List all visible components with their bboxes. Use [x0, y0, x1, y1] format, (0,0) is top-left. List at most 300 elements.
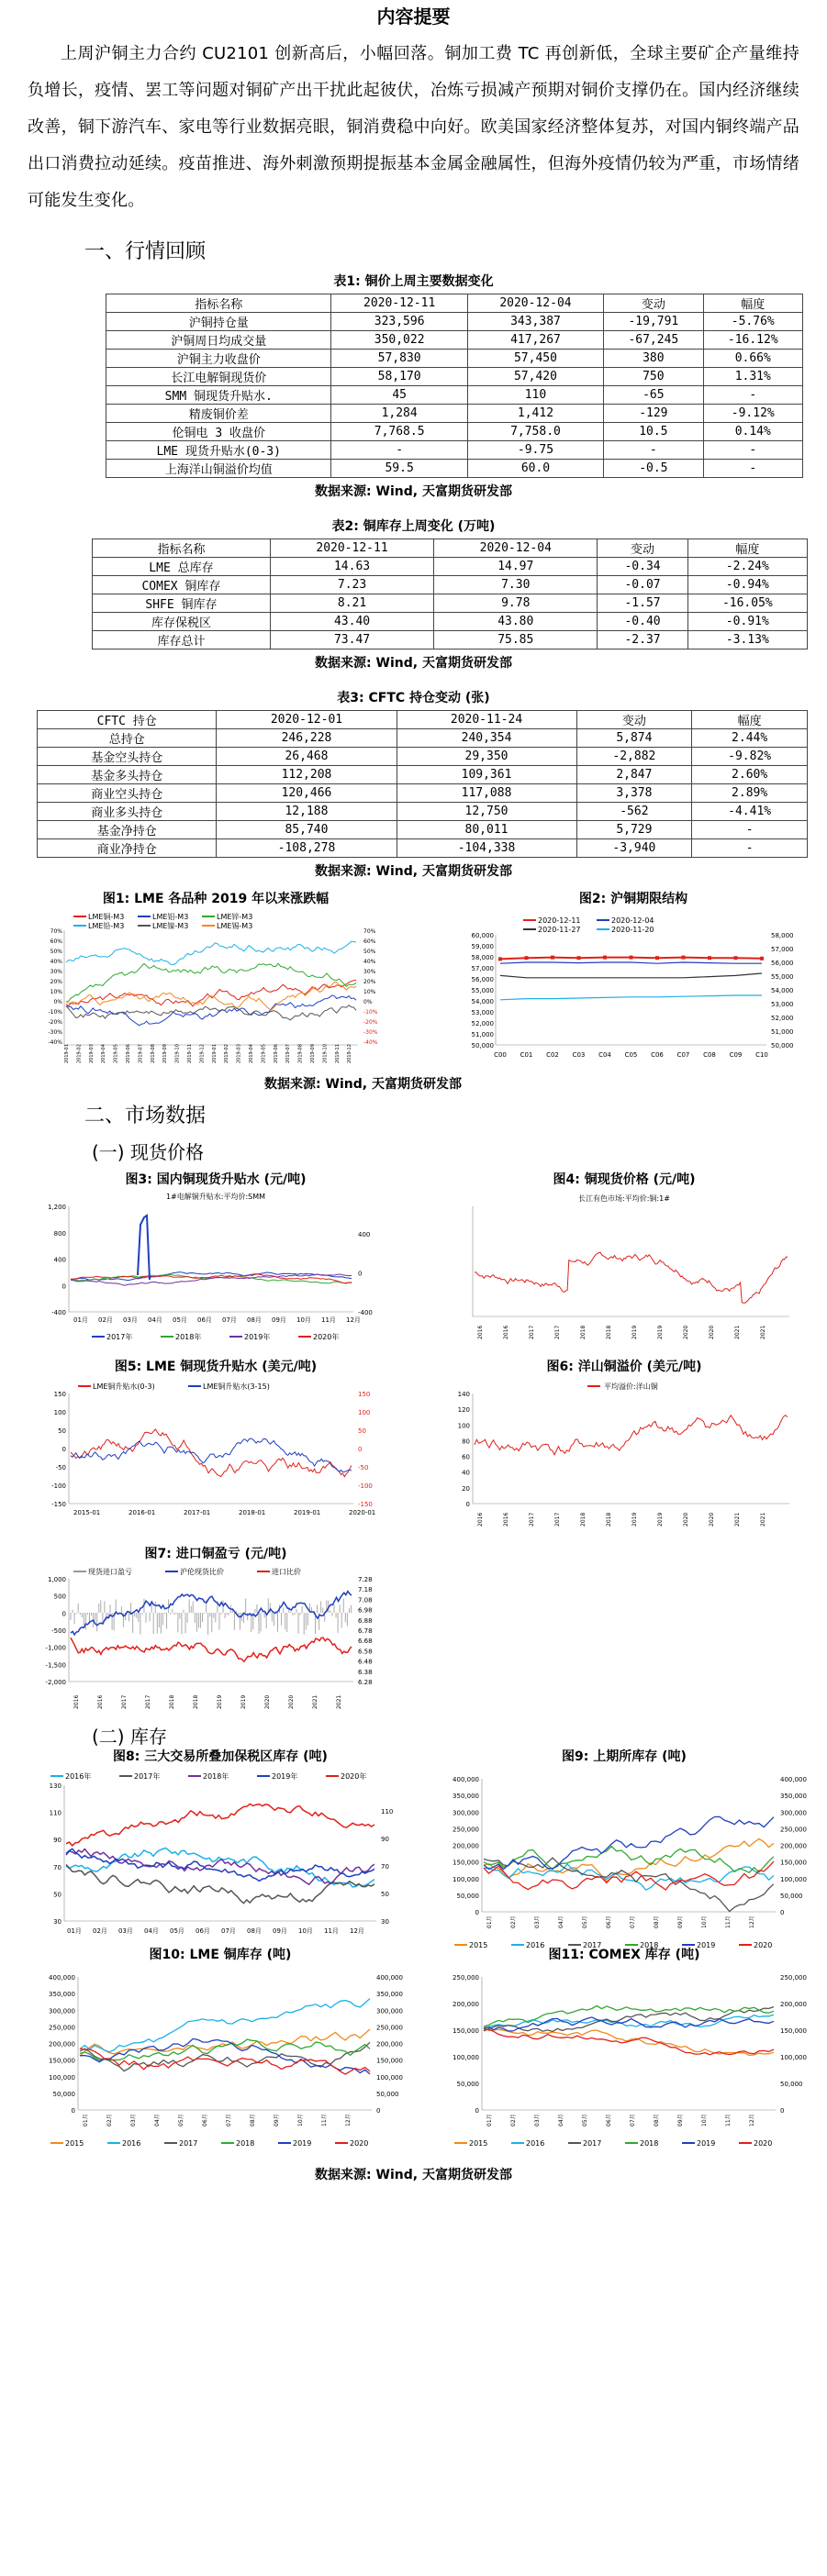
table-cell: -0.5: [604, 460, 703, 478]
y-tick-label: 6.28: [358, 1679, 373, 1686]
y-tick-label: 1,200: [47, 1204, 66, 1211]
y-tick-label: 50,000: [471, 1042, 494, 1049]
table-cell: -19,791: [604, 313, 703, 331]
y-tick-label: -400: [51, 1309, 66, 1316]
x-tick-label: 2019-07: [285, 1044, 292, 1063]
table-cell: 基金多头持仓: [38, 766, 217, 784]
table-header-cell: 2020-12-11: [270, 539, 433, 558]
legend-label: 2019年: [272, 1772, 298, 1781]
y-tick-label: 250,000: [376, 2024, 403, 2032]
y-tick-label: 20%: [50, 979, 62, 985]
y-tick-label: 500: [53, 1593, 66, 1601]
y-tick-label: 50,000: [780, 1892, 803, 1900]
y-tick-label: 150,000: [453, 2027, 479, 2035]
x-tick-label: 03月: [534, 2114, 541, 2126]
x-tick-label: 2020: [683, 1512, 689, 1527]
x-tick-label: 08月: [654, 1915, 660, 1928]
table-cell: 43.40: [270, 613, 433, 631]
y-tick-label: 0: [61, 1282, 66, 1291]
x-tick-label: 2020: [709, 1512, 715, 1527]
table-header-cell: 2020-12-04: [467, 294, 603, 313]
series-line: [484, 2017, 774, 2031]
series-line: [66, 1005, 356, 1020]
table-header-cell: 变动: [598, 539, 687, 558]
legend-label: 2020-11-27: [538, 926, 581, 934]
figure-11: [441, 1945, 808, 2169]
table-cell: 120,466: [217, 784, 397, 803]
x-tick-label: 2019: [657, 1325, 664, 1339]
y-tick-label: 7.28: [358, 1576, 373, 1583]
table-cell: 417,267: [467, 331, 603, 350]
y-tick-label: 400: [358, 1231, 371, 1238]
figure-4: [441, 1170, 808, 1357]
y-tick-label: 20%: [363, 979, 376, 985]
y-tick-label: 250,000: [780, 1826, 807, 1834]
x-tick-label: 2021: [336, 1694, 342, 1709]
table-cell: 伦铜电 3 收盘价: [106, 423, 331, 441]
series-line: [500, 962, 762, 963]
table-header-cell: 变动: [604, 294, 703, 313]
table-cell: 5,874: [576, 729, 692, 748]
y-tick-label: 70: [53, 1863, 61, 1871]
table-row: [38, 803, 808, 821]
x-tick-label: 10月: [298, 1927, 313, 1935]
x-tick-label: 2018-01: [239, 1509, 266, 1516]
figure-7-chart: [37, 1562, 395, 1718]
x-tick-label: 2016: [477, 1325, 484, 1339]
table-header-cell: 指标名称: [93, 539, 271, 558]
x-tick-label: 10月: [701, 2114, 708, 2126]
legend-label: 2019年: [244, 1333, 271, 1341]
x-tick-label: 2020: [709, 1325, 715, 1339]
y-tick-label: 30: [53, 1918, 61, 1926]
table-cell: 45: [331, 386, 467, 405]
legend-label: 2020年: [341, 1772, 367, 1781]
figure-caption: 图2: 沪铜期限结构: [578, 892, 688, 906]
table-cell: 12,750: [397, 803, 576, 821]
table-cell: -: [703, 386, 802, 405]
x-tick-label: 12月: [346, 1316, 361, 1324]
table-cell: 109,361: [397, 766, 576, 784]
y-tick-label: 0%: [363, 999, 373, 1005]
x-tick-label: 2020-01: [349, 1509, 376, 1516]
x-tick-label: 2019-12: [199, 1044, 206, 1063]
figure-caption: 图9: 上期所库存 (吨): [562, 1749, 687, 1764]
table-header-cell: 2020-12-04: [434, 539, 598, 558]
figure-5: [37, 1357, 395, 1544]
series-line: [71, 1592, 352, 1636]
y-tick-label: 400: [53, 1256, 66, 1264]
table-header-cell: 2020-11-24: [397, 711, 576, 729]
y-tick-label: 55,000: [471, 987, 494, 994]
y-tick-label: 50,000: [456, 1892, 479, 1900]
y-tick-label: 300,000: [780, 1809, 807, 1817]
y-tick-label: 6.78: [358, 1627, 373, 1635]
section-heading-review: 一、行情回顾: [84, 240, 207, 263]
legend-label: 2020-11-20: [611, 926, 654, 934]
x-tick-label: 2019: [240, 1694, 247, 1709]
table-cell: -: [703, 460, 802, 478]
legend-label: 2019: [293, 2139, 312, 2148]
y-tick-label: 60%: [50, 938, 62, 945]
y-tick-label: 150: [358, 1391, 371, 1398]
x-tick-label: 2019-08: [297, 1044, 304, 1063]
legend-label: 2017年: [134, 1772, 161, 1781]
table-cell: 59.5: [331, 460, 467, 478]
y-tick-label: 30%: [50, 969, 62, 975]
x-tick-label: 05月: [170, 1927, 184, 1935]
series-line: [66, 995, 356, 1026]
table-row: [38, 748, 808, 766]
table-cell: 750: [604, 368, 703, 386]
y-tick-label: 7.08: [358, 1596, 373, 1604]
y-tick-label: 55,000: [771, 973, 794, 981]
y-tick-label: 10%: [50, 989, 62, 995]
table-row: [93, 631, 808, 650]
y-tick-label: -150: [358, 1501, 373, 1508]
x-tick-label: 04月: [148, 1316, 162, 1324]
x-tick-label: 2016: [503, 1512, 509, 1527]
table-cell: -2.24%: [687, 558, 807, 576]
x-tick-label: 02月: [510, 2114, 517, 2126]
y-tick-label: 30: [381, 1918, 389, 1926]
table-cell: LME 总库存: [93, 558, 271, 576]
x-tick-label: 11月: [321, 2114, 328, 2126]
legend-label: LME铜升贴水(0-3): [93, 1382, 155, 1391]
x-tick-label: 03月: [118, 1927, 133, 1935]
table-cell: 57,420: [467, 368, 603, 386]
y-tick-label: 40%: [363, 959, 376, 965]
x-tick-label: 2016: [97, 1694, 104, 1709]
x-tick-label: 08月: [250, 2114, 256, 2126]
y-tick-label: -500: [51, 1627, 66, 1635]
table-cell: 10.5: [604, 423, 703, 441]
y-tick-label: 100: [457, 1422, 470, 1430]
x-tick-label: 2019-03: [88, 1044, 95, 1063]
source-note: 数据来源: Wind, 天富期货研发部: [264, 1077, 462, 1092]
figure-11-chart: [441, 1963, 808, 2165]
x-tick-label: 2019-09: [310, 1044, 316, 1063]
x-tick-label: C10: [755, 1051, 768, 1059]
table-cell: -: [604, 441, 703, 460]
table-cell: SHFE 铜库存: [93, 594, 271, 613]
y-tick-label: 57,000: [771, 946, 794, 953]
y-tick-label: 50,000: [456, 2081, 479, 2088]
table-cell: -: [692, 839, 808, 858]
table-row: [93, 594, 808, 613]
x-tick-label: C05: [624, 1051, 638, 1059]
x-tick-label: 06月: [606, 2114, 612, 2126]
table1: [106, 294, 803, 478]
series-line: [71, 1638, 352, 1661]
table-cell: 75.85: [434, 631, 598, 650]
table-cell: 0.14%: [703, 423, 802, 441]
x-tick-label: 10月: [296, 1316, 311, 1324]
y-tick-label: 51,000: [771, 1028, 794, 1036]
figure-9-chart: [441, 1765, 808, 1949]
x-tick-label: 2017: [529, 1512, 535, 1527]
data-point: [525, 956, 529, 960]
table-cell: 14.63: [270, 558, 433, 576]
x-tick-label: 2019-01: [211, 1044, 218, 1063]
table-cell: 57,830: [331, 350, 467, 368]
y-tick-label: 50: [58, 1427, 66, 1435]
table-cell: 43.80: [434, 613, 598, 631]
x-tick-label: 05月: [582, 1915, 588, 1928]
table-cell: -129: [604, 405, 703, 423]
legend-label: 沪伦现货比价: [180, 1568, 224, 1576]
data-point: [682, 956, 686, 960]
series-line: [475, 1416, 788, 1455]
legend-label: 2016: [122, 2139, 141, 2148]
y-tick-label: 0: [61, 1610, 66, 1618]
series-line: [484, 1816, 774, 1869]
table-header-cell: 2020-12-11: [331, 294, 467, 313]
table-cell: 1,412: [467, 405, 603, 423]
table-cell: -67,245: [604, 331, 703, 350]
figure-10: [37, 1945, 404, 2169]
y-tick-label: 50%: [363, 949, 376, 955]
table-cell: 2.44%: [692, 729, 808, 748]
figure-caption: 图6: 洋山铜溢价 (美元/吨): [546, 1360, 702, 1374]
y-tick-label: 60,000: [471, 932, 494, 939]
y-tick-label: 50,000: [376, 2090, 399, 2098]
y-tick-label: 100,000: [376, 2073, 403, 2082]
table-cell: 3,378: [576, 784, 692, 803]
table-cell: 57,450: [467, 350, 603, 368]
x-tick-label: 2019: [657, 1512, 664, 1527]
y-tick-label: 53,000: [471, 1009, 494, 1016]
legend-label: 2016年: [65, 1772, 92, 1781]
y-tick-label: 56,000: [771, 960, 794, 967]
y-tick-label: 70%: [363, 928, 376, 935]
legend-label: 2020: [754, 1941, 773, 1949]
x-tick-label: 2018: [193, 1694, 199, 1709]
y-tick-label: 50: [358, 1427, 366, 1435]
x-tick-label: 2018: [169, 1694, 175, 1709]
table-cell: 0.66%: [703, 350, 802, 368]
legend-label: 2019: [697, 1941, 716, 1949]
table-cell: -65: [604, 386, 703, 405]
y-tick-label: 0: [465, 1501, 470, 1508]
y-tick-label: 40: [462, 1469, 470, 1477]
table3: [37, 710, 808, 858]
legend-label: 2018年: [175, 1333, 202, 1341]
table-header-cell: CFTC 持仓: [38, 711, 217, 729]
y-tick-label: 250,000: [780, 1974, 807, 1982]
y-tick-label: -1,000: [45, 1644, 66, 1652]
table-cell: 2.89%: [692, 784, 808, 803]
x-tick-label: 12月: [350, 1927, 364, 1935]
x-tick-label: 07月: [222, 1316, 237, 1324]
y-tick-label: 50,000: [771, 1042, 794, 1049]
table-cell: -: [331, 441, 467, 460]
legend-label: 2018: [236, 2139, 255, 2148]
table-cell: -562: [576, 803, 692, 821]
y-tick-label: 50,000: [780, 2081, 803, 2088]
table-header-cell: 幅度: [692, 711, 808, 729]
x-tick-label: 2021: [312, 1694, 319, 1709]
table-cell: 库存保税区: [93, 613, 271, 631]
y-tick-label: 350,000: [453, 1793, 479, 1801]
table3-caption: 表3: CFTC 持仓变动 (张): [337, 691, 490, 705]
y-tick-label: -400: [358, 1309, 373, 1316]
y-tick-label: 150,000: [453, 1859, 479, 1867]
y-tick-label: 7.18: [358, 1586, 373, 1594]
y-tick-label: 200,000: [453, 1842, 479, 1850]
table-cell: 2.60%: [692, 766, 808, 784]
x-tick-label: 2020: [264, 1694, 271, 1709]
y-tick-label: 300,000: [49, 2007, 75, 2015]
table-cell: 117,088: [397, 784, 576, 803]
x-tick-label: 2017: [145, 1694, 151, 1709]
x-tick-label: 06月: [606, 1915, 612, 1928]
series-line: [484, 1861, 774, 1890]
x-tick-label: 2019-10: [322, 1044, 329, 1063]
x-tick-label: 02月: [510, 1915, 517, 1928]
x-tick-label: 09月: [677, 1915, 684, 1928]
y-tick-label: 6.58: [358, 1648, 373, 1656]
x-tick-label: 12月: [345, 2114, 352, 2126]
legend-label: 平均溢价:洋山铜: [604, 1382, 658, 1391]
y-tick-label: 10%: [363, 989, 376, 995]
x-tick-label: C01: [520, 1051, 533, 1059]
table-cell: 1,284: [331, 405, 467, 423]
series-spike: [138, 1216, 150, 1280]
y-tick-label: 350,000: [780, 1793, 807, 1801]
table-cell: -3,940: [576, 839, 692, 858]
legend-label: 2018年: [203, 1772, 229, 1781]
x-tick-label: 2021: [734, 1512, 741, 1527]
x-tick-label: 2015-01: [73, 1509, 101, 1516]
legend-label: LME镍-M3: [152, 922, 189, 930]
x-tick-label: 2019-06: [273, 1044, 279, 1063]
y-tick-label: 59,000: [471, 943, 494, 950]
figure-caption: 图5: LME 铜现货升贴水 (美元/吨): [114, 1360, 318, 1374]
y-tick-label: 0: [376, 2107, 381, 2115]
table-cell: 73.47: [270, 631, 433, 650]
table-row: [38, 766, 808, 784]
y-tick-label: 100: [53, 1409, 66, 1416]
x-tick-label: C09: [729, 1051, 743, 1059]
table-row: [106, 460, 803, 478]
figure-caption: 图8: 三大交易所叠加保税区库存 (吨): [113, 1749, 328, 1764]
x-tick-label: 2019-11: [187, 1044, 193, 1063]
y-tick-label: 50: [381, 1891, 389, 1898]
x-tick-label: C06: [651, 1051, 664, 1059]
y-tick-label: 6.98: [358, 1606, 373, 1615]
y-tick-label: 56,000: [471, 976, 494, 983]
table-row: [106, 441, 803, 460]
source-note: 数据来源: Wind, 天富期货研发部: [315, 656, 512, 671]
y-tick-label: 400,000: [376, 1974, 403, 1982]
legend-label: 2016: [526, 1941, 545, 1949]
data-point: [603, 956, 607, 960]
legend-label: 进口比价: [272, 1568, 301, 1576]
x-tick-label: 02月: [98, 1316, 113, 1324]
y-tick-label: 150,000: [780, 2027, 807, 2035]
table1-caption: 表1: 铜价上周主要数据变化: [333, 274, 494, 289]
y-tick-label: 6.38: [358, 1668, 373, 1676]
legend-label: 2016: [526, 2139, 545, 2148]
x-tick-label: 2021: [760, 1512, 766, 1527]
y-tick-label: -20%: [363, 1019, 378, 1026]
y-tick-label: 80: [462, 1438, 470, 1446]
series-line: [66, 1848, 374, 1886]
y-tick-label: 0%: [53, 999, 62, 1005]
figure-10-chart: [37, 1963, 404, 2165]
figure-caption: 图1: LME 各品种 2019 年以来涨跌幅: [102, 892, 330, 906]
table-header-cell: 2020-12-01: [217, 711, 397, 729]
figure-row-1: [0, 889, 827, 1072]
table-row: [106, 405, 803, 423]
x-tick-label: 2017: [121, 1694, 128, 1709]
y-tick-label: -100: [51, 1482, 66, 1490]
y-tick-label: 200,000: [49, 2040, 75, 2049]
figure-4-chart: [441, 1188, 808, 1353]
table-cell: 精废铜价差: [106, 405, 331, 423]
y-tick-label: 57,000: [471, 965, 494, 972]
x-tick-label: 12月: [749, 1915, 755, 1928]
table-cell: -104,338: [397, 839, 576, 858]
y-tick-label: 110: [49, 1809, 61, 1817]
table-cell: COMEX 铜库存: [93, 576, 271, 594]
table-row: [93, 576, 808, 594]
x-tick-label: 2021: [760, 1325, 766, 1339]
y-tick-label: 51,000: [471, 1031, 494, 1038]
y-tick-label: 250,000: [49, 2024, 75, 2032]
x-tick-label: 2019-05: [261, 1044, 267, 1063]
x-tick-label: 08月: [654, 2114, 660, 2126]
table-header-cell: 幅度: [703, 294, 802, 313]
figure-row-2: [0, 1170, 827, 1353]
x-tick-label: 04月: [154, 2114, 161, 2126]
table-cell: -0.34: [598, 558, 687, 576]
legend-label: LME铝-M3: [152, 913, 189, 921]
figure-caption: 图11: COMEX 库存 (吨): [548, 1948, 700, 1962]
x-tick-label: 2019-05: [113, 1044, 119, 1063]
table-cell: 343,387: [467, 313, 603, 331]
table-cell: -9.12%: [703, 405, 802, 423]
x-tick-label: 2017: [554, 1512, 561, 1527]
series-line: [71, 1438, 352, 1472]
figure-5-chart: [37, 1375, 395, 1540]
x-tick-label: 09月: [274, 2114, 280, 2126]
x-tick-label: 11月: [725, 2114, 732, 2126]
x-tick-label: 11月: [324, 1927, 339, 1935]
x-tick-label: 2019-02: [224, 1044, 230, 1063]
table-row: [93, 558, 808, 576]
legend-label: 2019: [697, 2139, 716, 2148]
x-tick-label: 2016: [477, 1512, 484, 1527]
legend-label: 2015: [469, 2139, 488, 2148]
table-cell: -2,882: [576, 748, 692, 766]
y-tick-label: 350,000: [49, 1991, 75, 1999]
y-tick-label: 0: [358, 1446, 363, 1453]
table-row: [93, 613, 808, 631]
table-cell: 112,208: [217, 766, 397, 784]
subsection-inventory: (二) 库存: [92, 1726, 167, 1748]
legend-label: LME铅-M3: [88, 922, 125, 930]
series-line: [71, 1274, 352, 1285]
x-tick-label: 02月: [106, 2114, 113, 2126]
y-tick-label: 300,000: [453, 1809, 479, 1817]
x-tick-label: 01月: [67, 1927, 82, 1935]
y-tick-label: 150: [53, 1391, 66, 1398]
series-line: [500, 995, 762, 1000]
table-cell: 沪铜持仓量: [106, 313, 331, 331]
y-tick-label: 200,000: [376, 2040, 403, 2049]
